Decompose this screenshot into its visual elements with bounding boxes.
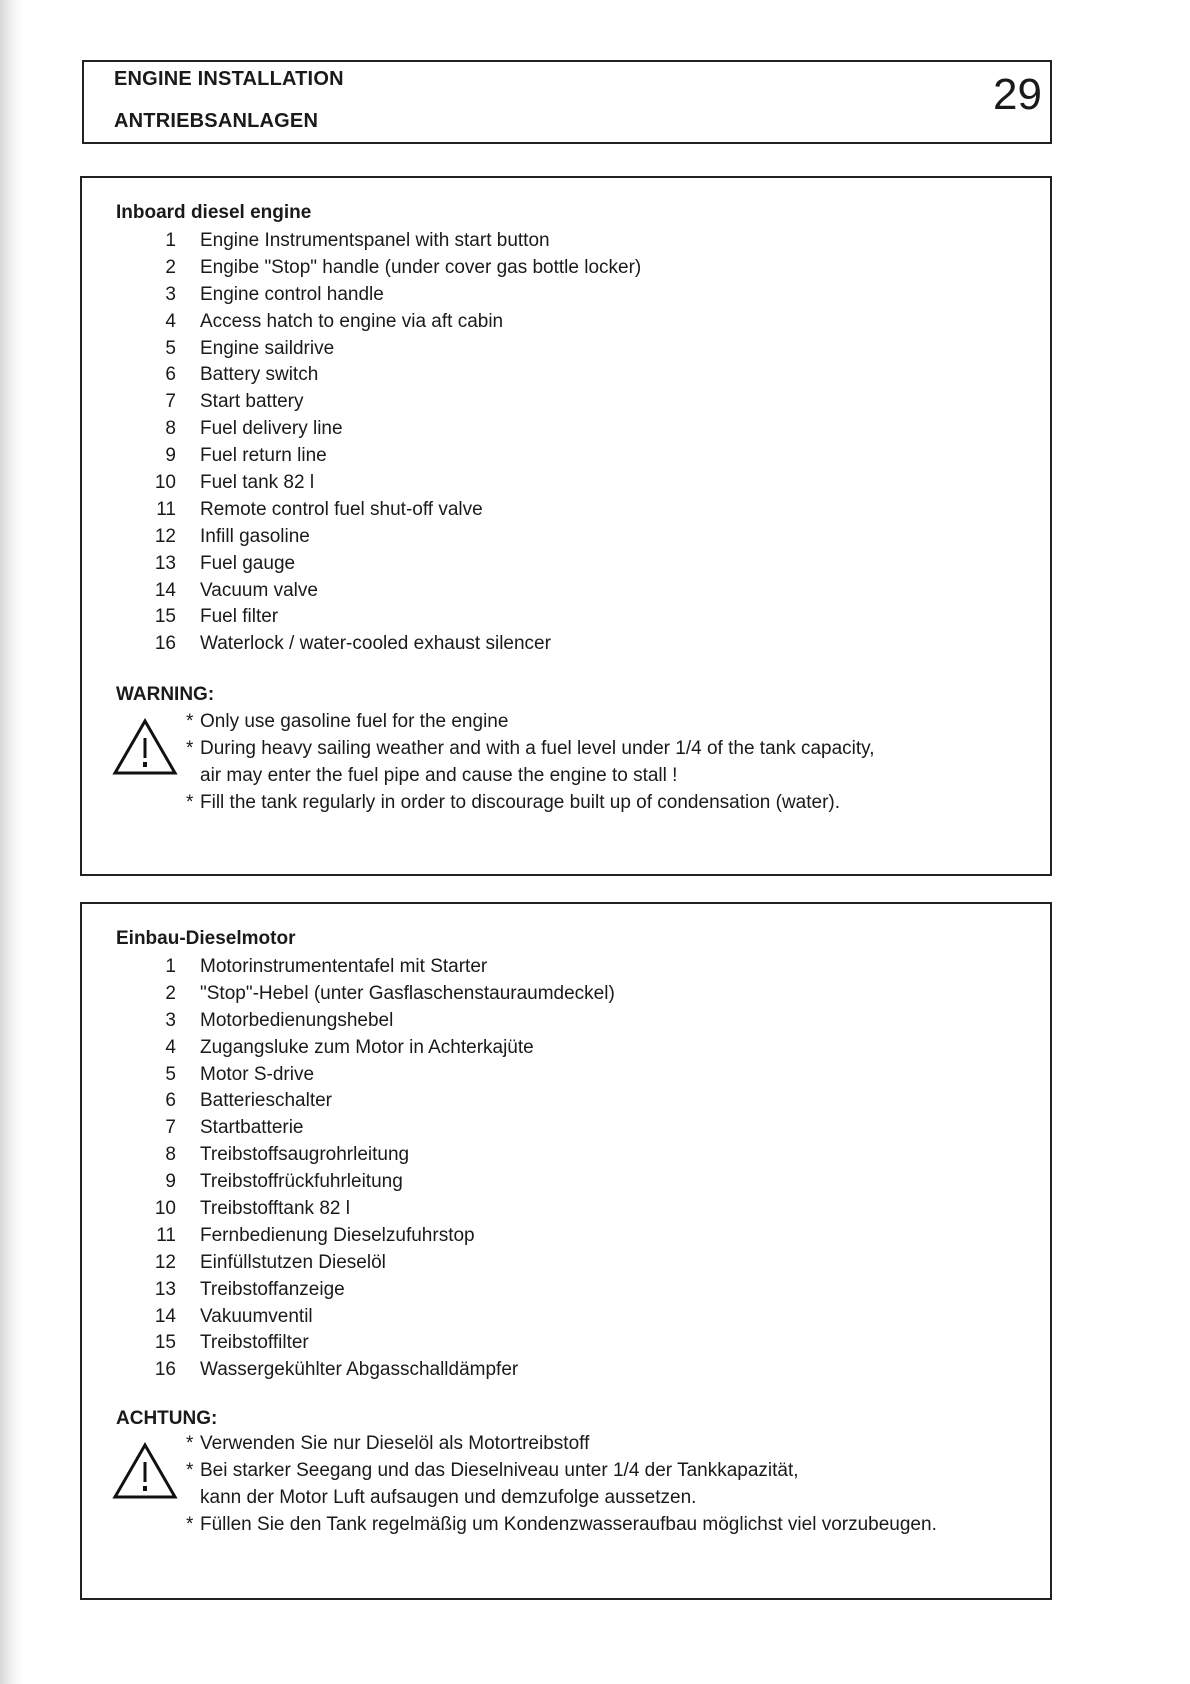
german-panel: Einbau-Dieselmotor 1 Motorinstrumententafel mit Starter 2 "Stop"-Hebel (unter Gasflaschenstauraumdeckel) 3 Motorbedienungshebel 4 Zugangsluke zum Motor in Achterkajüte 5 Motor S-drive 6 Batterieschalter 7 Startbatterie 8 Treibstoffsaugrohrleitung 9 Treibstoffrückfuhrleitung 10 Treibstofftank 82 l 11 Fernbedienung Dieselzufuhrstop 12 Einfüllstutzen Dieselöl 13 Treibstoffanzeige 14 Vakuumventil 15 Treibstoffilter 16 Wassergekühlter Abgasschalldämpfer ACHTUNG: * Verwenden Sie nur Dieselöl als Motortreibstoff * Bei starker Seegang und das Dieselniveau unter 1/4 der Tankkapazität, kann der Motor Luft aufsaugen und demzufolge aussetzen. * Füllen Sie den Tank regelmäßig um Kondenzwasseraufbau möglichst viel vorzubeugen.: [80, 902, 1052, 1600]
warning-triangle-icon: [112, 718, 178, 776]
header-title-en: ENGINE INSTALLATION: [114, 68, 344, 90]
header-title-de: ANTRIEBSANLAGEN: [114, 110, 319, 132]
section-title-en: Inboard diesel engine: [116, 202, 312, 223]
page-number: 29: [993, 70, 1042, 119]
page-header: [82, 60, 1052, 144]
page-edge-shadow: [0, 0, 22, 1684]
english-panel: Inboard diesel engine 1 Engine Instrumentspanel with start button 2 Engibe "Stop" handle (under cover gas bottle locker) 3 Engine control handle 4 Access hatch to engine via aft cabin 5 Engine saildrive 6 Battery switch 7 Start battery 8 Fuel delivery line 9 Fuel return line 10 Fuel tank 82 l 11 Remote control fuel shut-off valve 12 Infill gasoline 13 Fuel gauge 14 Vacuum valve 15 Fuel filter 16 Waterlock / water-cooled exhaust silencer WARNING: * Only use gasoline fuel for the engine * During heavy sailing weather and with a fuel level under 1/4 of the tank capacity, air may enter the fuel pipe and cause the engine to stall ! * Fill the tank regularly in order to discourage built up of condensation (water).: [80, 176, 1052, 876]
section-title-de: Einbau-Dieselmotor: [116, 928, 296, 949]
warning-triangle-icon: [112, 1442, 178, 1500]
warning-title-de: ACHTUNG:: [116, 1408, 218, 1429]
warning-title-en: WARNING:: [116, 684, 215, 705]
